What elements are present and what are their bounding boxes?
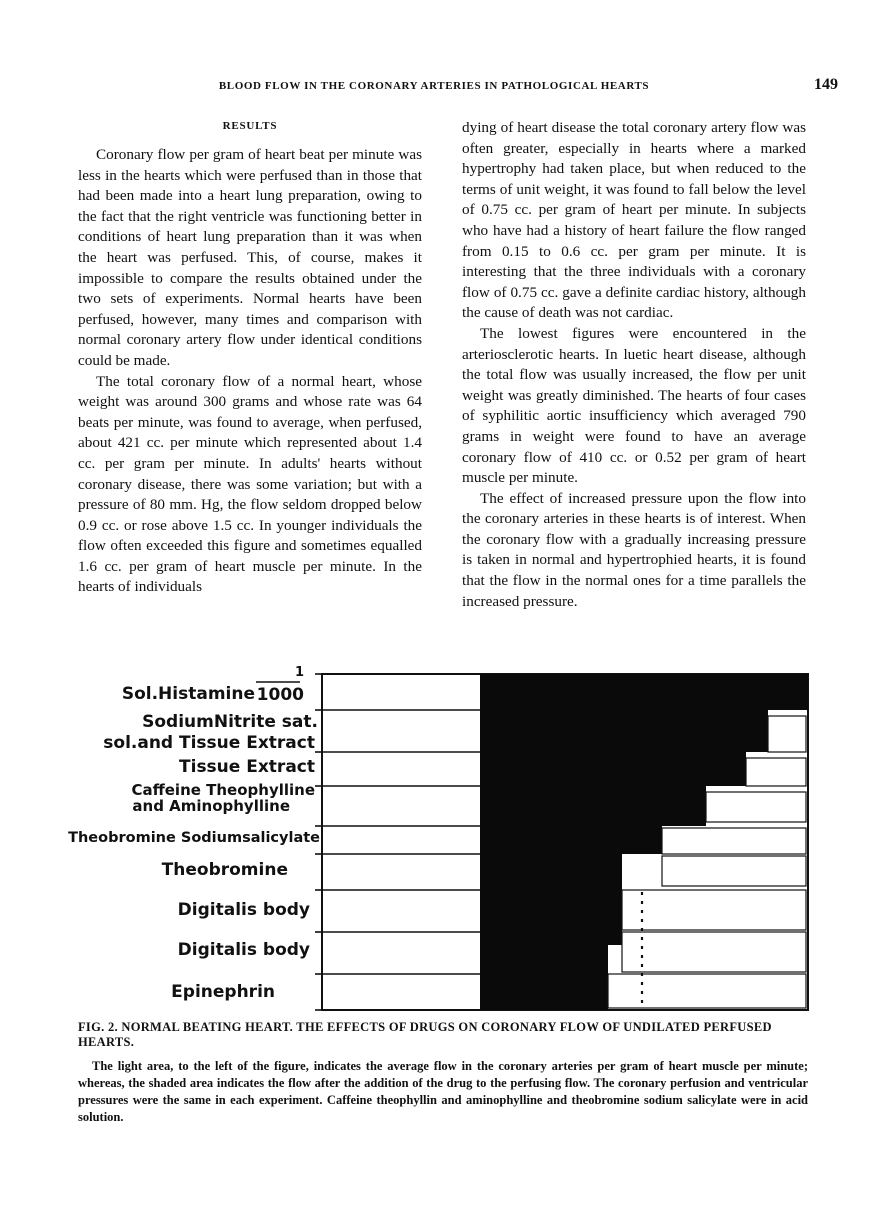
paragraph: Coronary flow per gram of heart beat per minute was less in the hearts which were perfused than in those that had been made into a heart lung preparation, owing to the fact that the right ventricle was functioning better in conditions of heart lung preparation than it was when the heart was perfused. This, of course, makes it impossible to compare the results obtained under the two sets of experiments. Normal hearts have been perfused, however, many times and comparison with normal coronary artery flow under identical conditions could be made. — [78, 146, 422, 369]
page-number: 149 — [814, 76, 838, 93]
light-step — [622, 932, 806, 972]
paragraph: The lowest figures were encountered in the arteriosclerotic hearts. In luetic heart disease, although the total flow was usually increased, the flow per unit weight was greatly diminished. The hearts of four cases of syphilitic aortic insufficiency which averaged 790 grams in weight were found to have an average coronary flow of 410 cc. or 0.52 per gram of heart muscle per minute. — [462, 324, 806, 487]
section-heading-results: RESULTS — [222, 120, 278, 132]
left-column — [78, 118, 422, 598]
light-step — [662, 828, 806, 854]
histamine-fraction-denominator: 1000 — [256, 685, 304, 705]
caption-text: The light area, to the left of the figure, indicates the average flow in the coronary arteries per gram of heart muscle per minute; whereas, the shaded area indicates the flow after the addition of the drug to the perfusing flow. The coronary perfusion and ventricular pressures were the same in each experiment. Caffeine theophyllin and aminophylline and theobromine sodium salicylate were in acid solution. — [78, 1059, 808, 1124]
light-step — [706, 792, 806, 822]
light-step — [746, 758, 806, 786]
row-label-digitalis-1: Digitalis body — [177, 900, 310, 920]
light-step — [662, 856, 806, 886]
row-label-histamine: Sol.Histamine — [121, 684, 255, 704]
row-label-sodium-nitrite-2: sol.and Tissue Extract — [103, 733, 315, 753]
figure-drug-effects — [60, 660, 820, 1015]
row-label-theobromine-sodiumsalicylate: Theobromine Sodiumsalicylate — [68, 830, 320, 846]
row-label-tissue-extract: Tissue Extract — [179, 757, 315, 777]
paragraph: The total coronary flow of a normal heart, whose weight was around 300 grams and whose rate was 64 beats per minute, was found to average, when perfused, about 421 cc. per minute which represented about 1.4 cc. per gram per minute. In adults' hearts without coronary disease, there was some variation; but with a pressure of 80 mm. Hg, the flow seldom dropped below 0.9 cc. or rose above 1.5 cc. In younger individuals the flow often exceeded this figure and sometimes equalled 1.6 cc. per gram of heart muscle per minute. In the hearts of individuals — [78, 372, 422, 596]
paragraph: The effect of increased pressure upon the flow into the coronary arteries in these hearts is of interest. When the coronary flow with a gradually increasing pressure is taken in normal and hypertrophied hearts, it is found that the flow in the normal ones for a time parallels the increased pressure. — [462, 489, 806, 610]
row-label-caffeine-1: Caffeine Theophylline — [131, 781, 315, 799]
row-label-digitalis-2: Digitalis body — [177, 940, 310, 960]
light-step — [768, 716, 806, 752]
histamine-fraction-numerator: 1 — [294, 665, 304, 680]
light-step — [608, 974, 806, 1008]
row-label-epinephrin: Epinephrin — [171, 982, 275, 1002]
right-column — [462, 118, 806, 612]
caption-title: FIG. 2. NORMAL BEATING HEART. THE EFFECTS OF DRUGS ON CORONARY FLOW OF UNDILATED PERFUSED HEARTS. — [78, 1020, 772, 1049]
figure-caption — [78, 1020, 808, 1126]
running-head: BLOOD FLOW IN THE CORONARY ARTERIES IN PATHOLOGICAL HEARTS — [218, 80, 650, 92]
paragraph: dying of heart disease the total coronary artery flow was often greater, especially in hearts where a marked hypertrophy had taken place, but when reduced to the terms of unit weight, it was found to fall below the level of 0.75 cc. per gram of heart per minute. In subjects who have had a history of heart failure the flow ranged from 0.15 to 0.6 cc. per gram per minute. It is interesting that the three individuals with a coronary flow of 0.75 cc. gave a definite cardiac history, although the cause of death was not cardiac. — [462, 119, 806, 322]
row-label-theobromine: Theobromine — [161, 860, 288, 880]
row-label-caffeine-2: and Aminophylline — [132, 797, 290, 815]
row-label-sodium-nitrite-1: SodiumNitrite sat. — [142, 712, 318, 732]
light-step — [622, 890, 806, 930]
